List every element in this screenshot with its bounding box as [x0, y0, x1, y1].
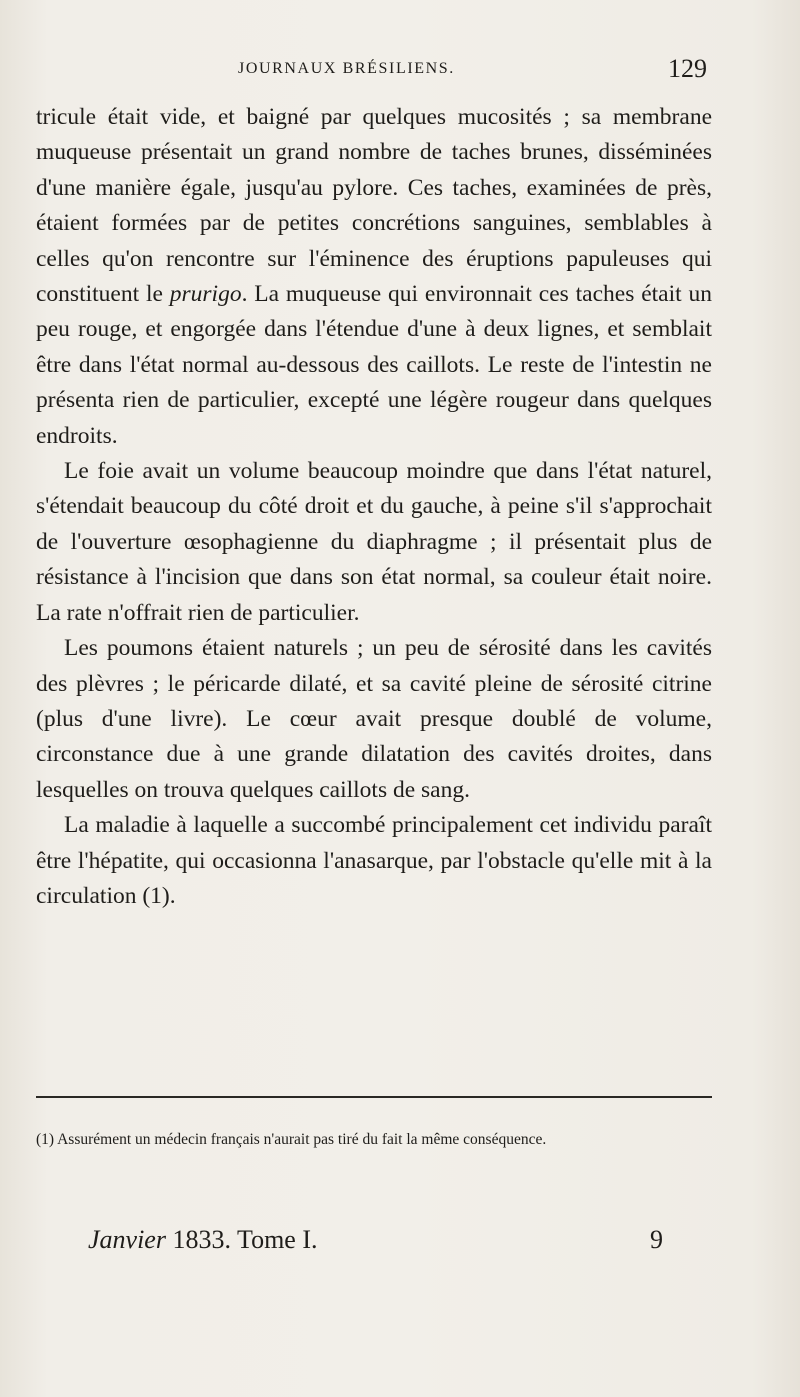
paragraph-4: La maladie à laquelle a succombé principalement cet individu paraît être l'hépatite, qui occasionna l'anasarque, par l'obstacle qu'elle mit à la circulation (1). [36, 812, 712, 909]
paragraph-3: Les poumons étaient naturels ; un peu de sérosité dans les cavités des plèvres ; le péricarde dilaté, et sa cavité pleine de sérosité citrine (plus d'une livre). Le cœur avait presque doublé de volume, circonstance due à une grande dilatation des cavités droites, dans lesquelles on trouva quelques caillots de sang. [36, 635, 712, 803]
signature-month: Janvier [88, 1225, 166, 1254]
footnote: (1) Assurément un médecin français n'aurait pas tiré du fait la même conséquence. [36, 1131, 547, 1148]
italic-term-prurigo: prurigo [169, 281, 242, 308]
sheet-number: 9 [650, 1225, 663, 1254]
page-header [0, 54, 800, 90]
page-number: 129 [668, 54, 707, 83]
paragraph-1 [36, 100, 712, 454]
paragraph-2: Le foie avait un volume beaucoup moindre que dans l'état naturel, s'étendait beaucoup du côté droit et du gauche, à peine s'il s'approchait de l'ouverture œsophagienne du diaphragme ; il présentait plus de résistance à l'incision que dans son état normal, sa couleur était noire. La rate n'offrait rien de particulier. [36, 458, 712, 626]
page-footer [0, 1225, 800, 1265]
footnote-divider [36, 1096, 712, 1098]
signature-line [88, 1225, 318, 1255]
signature-year-tome: 1833. Tome I. [165, 1225, 318, 1254]
paragraph-1-text: tricule était vide, et baigné par quelques mucosités ; sa membrane muqueuse présentait un grand nombre de taches brunes, disséminées d'une manière égale, jusqu'au pylore. Ces taches, examinées de près, étaient formées par de petites concrétions sanguines, semblables à celles qu'on rencontre sur l'éminence des éruptions papuleuses qui constituent le [36, 104, 712, 308]
paragraph-1-rest: . La muqueuse qui environnait ces taches était un peu rouge, et engorgée dans l'étendue d'une à deux lignes, et semblait être dans l'état normal au-dessous des caillots. Le reste de l'intestin ne présenta rien de particulier, excepté une légère rougeur dans quelques endroits. [36, 281, 712, 449]
body-text [36, 100, 712, 914]
running-title: JOURNAUX BRÉSILIENS. [238, 60, 455, 77]
